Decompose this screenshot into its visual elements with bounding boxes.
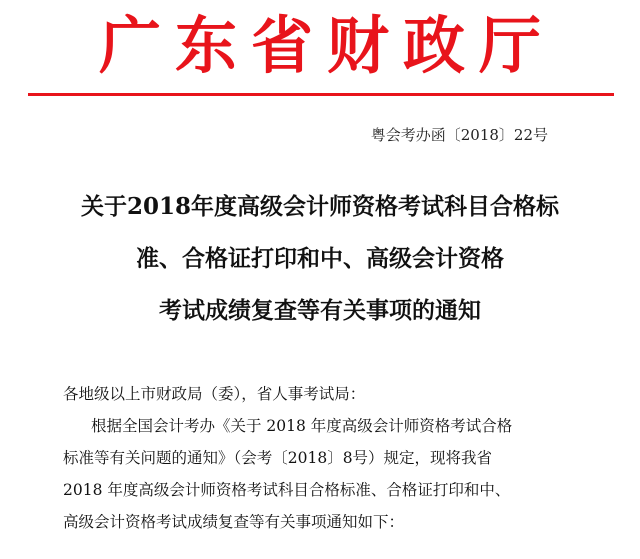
document-number: 粤会考办函〔2018〕22号 <box>370 126 548 144</box>
issuing-agency-title: 广东省财政厅 <box>98 9 555 82</box>
body-paragraph-line: 高级会计资格考试成绩复查等有关事项通知如下： <box>63 513 405 531</box>
document-body <box>63 384 583 544</box>
body-paragraph-line: 根据全国会计考办《关于 2018 年度高级会计师资格考试合格 <box>91 417 513 435</box>
title-line: 准、合格证打印和中、高级会计资格 <box>136 245 504 272</box>
body-paragraph-line: 2018 年度高级会计师资格考试科目合格标准、合格证打印和中、 <box>63 481 511 499</box>
title-line: 考试成绩复查等有关事项的通知 <box>159 297 481 324</box>
title-line: 关于2018年度高级会计师资格考试科目合格标 <box>80 193 559 220</box>
body-paragraph-line: 标准等有关问题的通知》（会考〔2018〕8号）规定，现将我省 <box>63 449 493 467</box>
salutation: 各地级以上市财政局（委），省人事考试局： <box>63 385 366 403</box>
document-title <box>0 193 640 349</box>
red-header-rule <box>28 93 614 96</box>
